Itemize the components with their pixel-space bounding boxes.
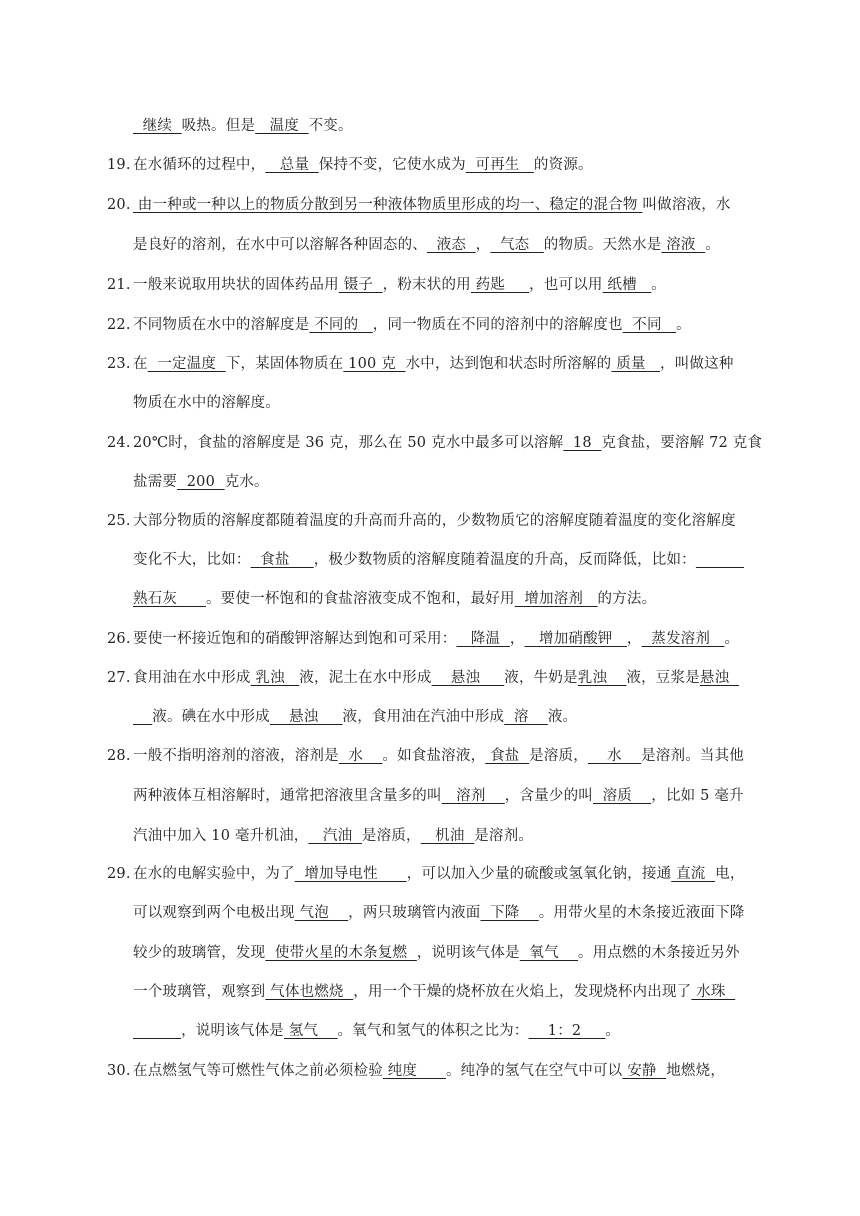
- answer-blank: 氧气: [519, 945, 579, 961]
- question-line: [107, 275, 666, 297]
- continuation-line: [133, 1021, 620, 1043]
- answer-blank: 纸槽: [602, 277, 652, 293]
- answer-blank: 镊子: [338, 277, 383, 293]
- question-text: ，含量少的叫: [504, 788, 593, 804]
- question-line: [107, 511, 736, 533]
- continuation-line: [133, 943, 740, 965]
- question-text: 的方法。: [597, 591, 657, 607]
- question-text: 保持不变，它使水成为: [318, 157, 466, 173]
- question-text: 不同物质在水中的溶解度是: [133, 317, 310, 333]
- question-text: 下，某固体物质在: [225, 356, 344, 372]
- question-text: 电，: [715, 866, 745, 882]
- answer-blank: 使带火星的木条复燃: [265, 945, 417, 961]
- answer-blank: 下降: [480, 905, 539, 921]
- question-text: 。要使一杯饱和的食盐溶液变成不饱和，最好用: [205, 591, 515, 607]
- answer-blank: 水: [587, 748, 642, 764]
- continuation-line: [133, 786, 744, 808]
- question-text: 20℃时，食盐的溶解度是 36 克，那么在 50 克水中最多可以溶解: [133, 435, 564, 451]
- answer-blank: 溶液: [661, 237, 706, 253]
- answer-blank: 纯度: [382, 1063, 446, 1079]
- question-text: 克食盐，要溶解 72 克食: [601, 435, 763, 451]
- question-number: 22.: [107, 317, 131, 333]
- question-text: 汽油中加入 10 毫升机油，: [133, 828, 309, 844]
- question-text: 的物质。天然水是: [543, 237, 662, 253]
- question-text: 是溶质，: [361, 828, 421, 844]
- question-text: 。用点燃的木条接近另外: [578, 945, 740, 961]
- question-text: 在水循环的过程中，: [133, 157, 266, 173]
- question-text: 。纯净的氢气在空气中可以: [445, 1063, 623, 1079]
- question-text: 在: [133, 356, 148, 372]
- answer-blank: 降温: [456, 631, 510, 647]
- question-text: 一般不指明溶剂的溶液，溶剂是: [133, 748, 339, 764]
- continuation-line: [133, 472, 269, 494]
- answer-blank: 气体也燃烧: [265, 984, 354, 1000]
- answer-blank: 悬浊: [699, 670, 739, 686]
- answer-blank: 水: [338, 748, 383, 764]
- answer-blank: 悬浊: [431, 670, 505, 686]
- answer-blank: 氢气: [284, 1023, 338, 1039]
- answer-blank: 机油: [420, 828, 475, 844]
- question-text: 较少的玻璃管，发现: [133, 945, 266, 961]
- question-number: 21.: [107, 277, 131, 293]
- continuation-line: [133, 116, 353, 138]
- answer-blank: 乳浊: [577, 670, 627, 686]
- answer-blank: 汽油: [308, 828, 362, 844]
- question-text: 液，食用油在汽油中形成: [342, 709, 505, 725]
- answer-blank: 直流: [671, 866, 716, 882]
- answer-blank: 总量: [265, 157, 319, 173]
- question-line: [107, 746, 744, 768]
- question-text: ，也可以用: [529, 277, 603, 293]
- question-text: ，用一个干燥的烧杯放在火焰上，发现烧杯内出现了: [353, 984, 692, 1000]
- question-text: ，说明该气体是: [181, 1023, 284, 1039]
- answer-blank: 气态: [490, 237, 544, 253]
- question-text: ，说明该气体是: [416, 945, 520, 961]
- question-text: 。氧气和氢气的体积之比为：: [337, 1023, 529, 1039]
- answer-blank: 悬浊: [269, 709, 343, 725]
- question-text: ，叫做这种: [660, 356, 734, 372]
- answer-blank: 熟石灰: [133, 591, 206, 607]
- question-line: [107, 195, 731, 217]
- question-line: [107, 668, 739, 690]
- question-text: 盐需要: [133, 474, 178, 490]
- question-text: 。: [605, 1023, 621, 1039]
- continuation-line: [133, 550, 744, 572]
- answer-blank: [133, 1023, 181, 1039]
- question-text: 一个玻璃管，观察到: [133, 984, 266, 1000]
- answer-blank: 不同: [622, 317, 677, 333]
- question-number: 19.: [107, 157, 131, 173]
- question-number: 26.: [107, 631, 131, 647]
- answer-blank: 一定温度: [147, 356, 226, 372]
- answer-blank: 溶: [504, 709, 548, 725]
- continuation-line: [133, 393, 280, 415]
- question-text: 水中，达到饱和状态时所溶解的: [405, 356, 612, 372]
- question-text: 。: [676, 317, 691, 333]
- question-text: 物质在水中的溶解度。: [133, 395, 280, 411]
- question-text: ，可以加入少量的硫酸或氢氧化钠，接通: [406, 866, 672, 882]
- question-number: 23.: [107, 356, 131, 372]
- question-text: 在点燃氢气等可燃性气体之前必须检验: [133, 1063, 383, 1079]
- continuation-line: [133, 826, 533, 848]
- question-text: 地燃烧，: [666, 1063, 726, 1079]
- answer-blank: 液态: [427, 237, 476, 253]
- question-text: 可以观察到两个电极出现: [133, 905, 295, 921]
- question-line: [107, 1061, 725, 1083]
- question-line: [107, 433, 762, 455]
- answer-blank: 可再生: [465, 157, 534, 173]
- answer-blank: 增加溶剂: [514, 591, 598, 607]
- answer-blank: 蒸发溶剂: [641, 631, 725, 647]
- answer-blank: [133, 709, 152, 725]
- answer-blank: 18: [563, 435, 602, 451]
- question-line: [107, 864, 745, 886]
- question-text: ，极少数物质的溶解度随着温度的升高，反而降低，比如：: [313, 552, 696, 568]
- answer-blank: 乳浊: [250, 670, 300, 686]
- answer-blank: 食盐: [485, 748, 530, 764]
- question-text: 在水的电解实验中，为了: [133, 866, 295, 882]
- question-text: 的资源。: [533, 157, 593, 173]
- question-text: ，: [509, 631, 525, 647]
- question-text: 吸热。但是: [181, 118, 256, 134]
- answer-blank: 溶质: [592, 788, 652, 804]
- answer-blank: 气泡: [294, 905, 349, 921]
- question-text: 。: [705, 237, 720, 253]
- question-text: 叫做溶液，水: [642, 197, 731, 213]
- question-text: 液，泥土在水中形成: [299, 670, 432, 686]
- question-text: ，两只玻璃管内液面: [348, 905, 481, 921]
- answer-blank: 1：2: [528, 1023, 606, 1039]
- question-text: ，同一物质在不同的溶剂中的溶解度也: [372, 317, 623, 333]
- continuation-line: [133, 589, 656, 611]
- question-text: 是溶剂。当其他: [641, 748, 745, 764]
- question-text: 。: [724, 631, 740, 647]
- answer-blank: 安静: [622, 1063, 667, 1079]
- question-text: 是良好的溶剂，在水中可以溶解各种固态的、: [133, 237, 427, 253]
- question-text: 液。碘在水中形成: [152, 709, 270, 725]
- answer-blank: 食盐: [250, 552, 314, 568]
- answer-blank: 100 克: [343, 356, 406, 372]
- answer-blank: 继续: [133, 118, 182, 134]
- answer-blank: 药匙: [470, 277, 530, 293]
- answer-blank: 200: [177, 474, 225, 490]
- question-text: 是溶剂。: [474, 828, 533, 844]
- question-text: ，: [626, 631, 642, 647]
- question-text: 。: [651, 277, 666, 293]
- question-number: 24.: [107, 435, 131, 451]
- question-text: 一般来说取用块状的固体药品用: [133, 277, 339, 293]
- continuation-line: [133, 982, 735, 1004]
- question-line: [107, 155, 593, 177]
- answer-blank: 增加硝酸钾: [524, 631, 627, 647]
- question-number: 28.: [107, 748, 131, 764]
- question-line: [107, 315, 691, 337]
- question-text: 大部分物质的溶解度都随着温度的升高而升高的，少数物质它的溶解度随着温度的变化溶解度: [133, 513, 736, 529]
- question-text: 两种液体互相溶解时，通常把溶液里含量多的叫: [133, 788, 442, 804]
- answer-blank: 水珠: [691, 984, 736, 1000]
- question-text: 液，豆浆是: [626, 670, 700, 686]
- answer-blank: 由一种或一种以上的物质分散到另一种液体物质里形成的均一、稳定的混合物: [133, 197, 643, 213]
- question-number: 20.: [107, 197, 131, 213]
- question-text: 。如食盐溶液，: [382, 748, 486, 764]
- question-text: ，: [475, 237, 491, 253]
- question-text: ，比如 5 毫升: [651, 788, 744, 804]
- question-text: 液。: [547, 709, 578, 725]
- continuation-line: [133, 903, 745, 925]
- question-number: 30.: [107, 1063, 131, 1079]
- answer-blank: [696, 552, 744, 568]
- answer-blank: 温度: [255, 118, 309, 134]
- continuation-line: [133, 707, 577, 729]
- question-text: 要使一杯接近饱和的硝酸钾溶解达到饱和可采用：: [133, 631, 457, 647]
- answer-blank: 增加导电性: [294, 866, 407, 882]
- question-text: 克水。: [224, 474, 269, 490]
- question-line: [107, 629, 739, 651]
- question-text: 变化不大，比如：: [133, 552, 251, 568]
- question-text: 。用带火星的木条接近液面下降: [538, 905, 745, 921]
- question-number: 27.: [107, 670, 131, 686]
- question-number: 29.: [107, 866, 131, 882]
- answer-blank: 溶剂: [441, 788, 505, 804]
- question-text: 是溶质，: [529, 748, 588, 764]
- question-text: ，粉末状的用: [382, 277, 471, 293]
- answer-blank: 质量: [611, 356, 661, 372]
- answer-blank: 不同的: [309, 317, 373, 333]
- question-text: 不变。: [308, 118, 353, 134]
- question-number: 25.: [107, 513, 131, 529]
- continuation-line: [133, 235, 720, 257]
- question-text: 液，牛奶是: [504, 670, 578, 686]
- question-text: 食用油在水中形成: [133, 670, 251, 686]
- question-line: [107, 354, 734, 376]
